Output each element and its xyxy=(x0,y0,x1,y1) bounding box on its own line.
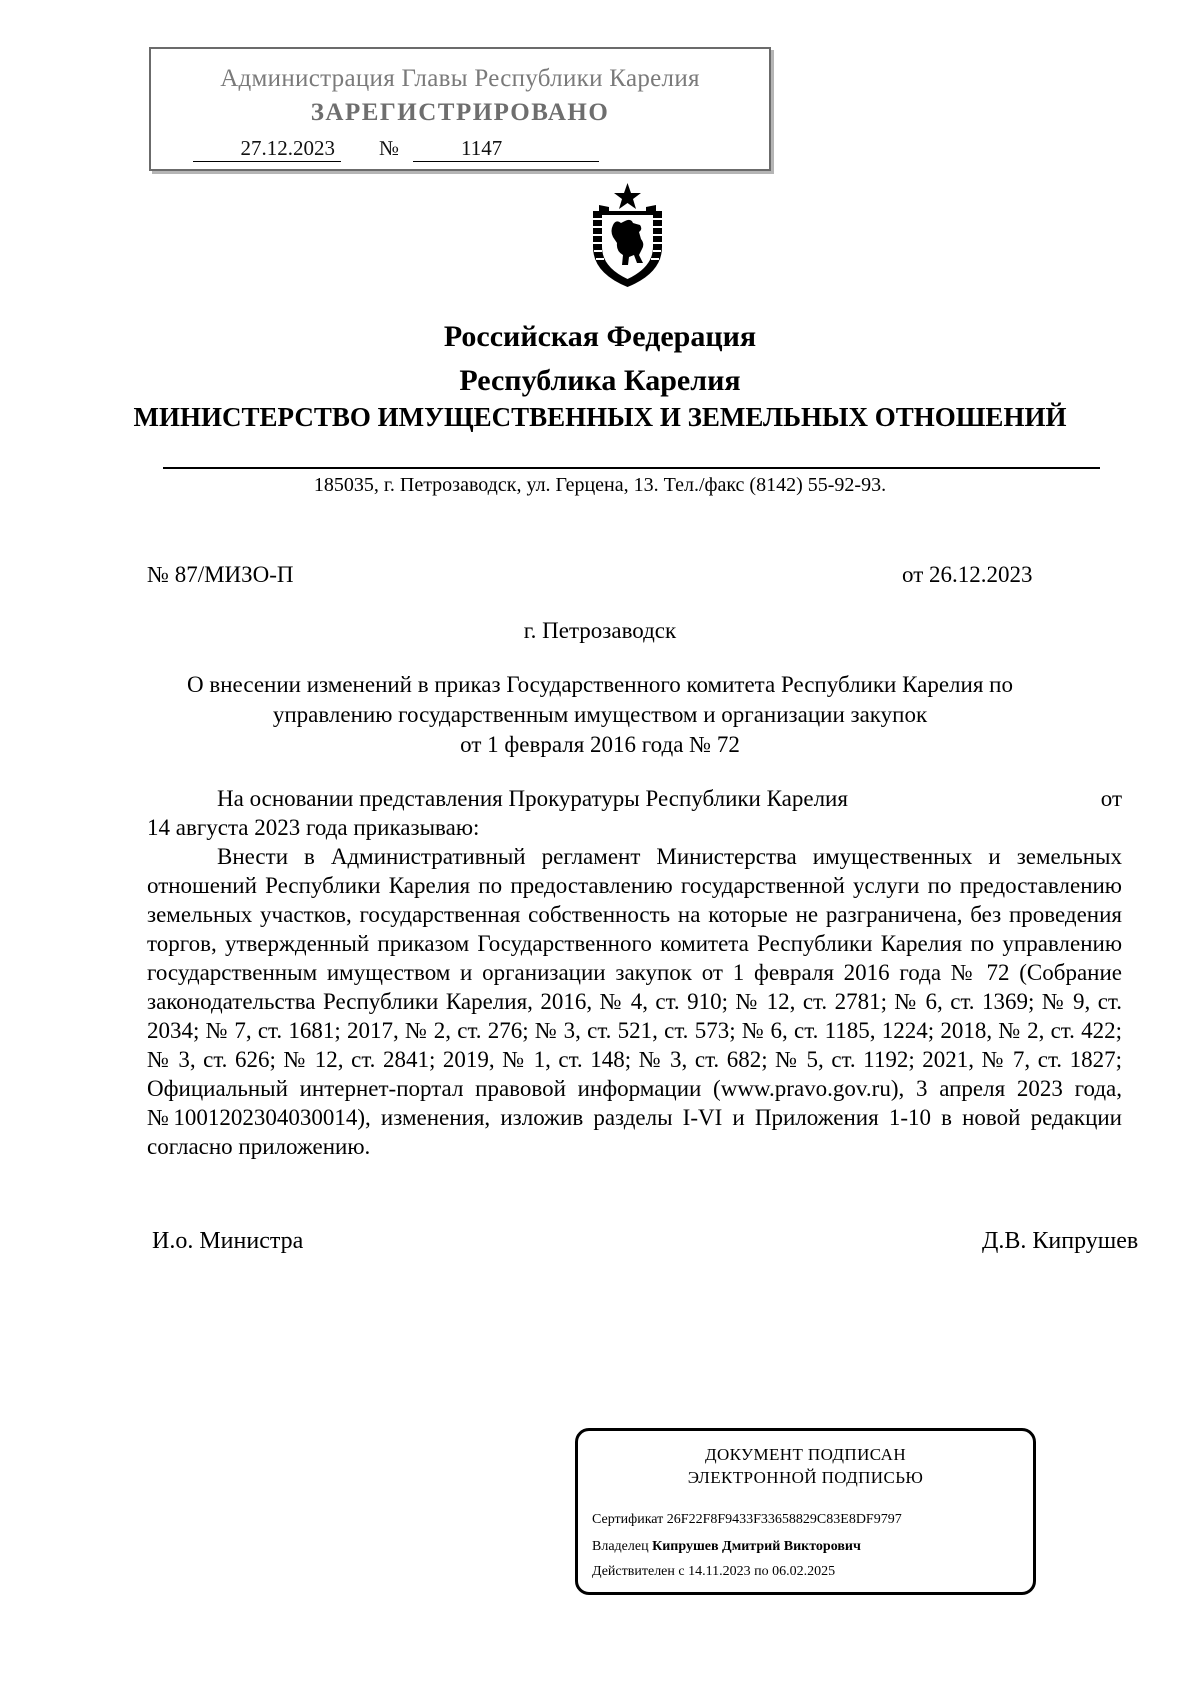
header-republic: Республика Карелия xyxy=(459,364,741,397)
registration-organization: Администрация Главы Республики Карелия xyxy=(220,65,700,92)
order-subject xyxy=(150,670,1050,760)
header-address: 185035, г. Петрозаводск, ул. Герцена, 13. Тел./факс (8142) 55-92-93. xyxy=(313,474,887,496)
basis-lead: На основании представления Прокуратуры Республики Карелия xyxy=(217,786,848,811)
registration-status: ЗАРЕГИСТРИРОВАНО xyxy=(310,99,610,126)
basis-line2: 14 августа 2023 года приказываю: xyxy=(147,815,480,840)
main-order-text: Внести в Административный регламент Министерства имущественных и земельных отношений Республики Карелия по предоставлению государственной услуги по предоставлению земельных участков, государственная собственность на которые не разграничена, без проведения торгов, утвержденный приказом Государственного комитета Республики Карелия по управлению государственным имуществом и организации закупок от 1 февраля 2016 года № 72 (Собрание законодательства Республики Карелия, 2016, № 4, ст. 910; № 12, ст. 2781; № 6, ст. 1369; № 9, ст. 2034; № 7, ст. 1681; 2017, № 2, ст. 276; № 3, ст. 521, ст. 573; № 6, ст. 1185, 1224; 2018, № 2, ст. 422; № 3, ст. 626; № 12, ст. 2841; 2019, № 1, ст. 148; № 3, ст. 682; № 5, ст. 1192; 2021, № 7, ст. 1827; Официальный интернет-портал правовой информации (www.pravo.gov.ru), 3 апреля 2023 года, №1001202304030014), изменения, изложив разделы I-VI и Приложения 1-10 в новой редакции согласно приложению. xyxy=(147,844,1122,1159)
header-country: Российская Федерация xyxy=(443,320,757,353)
esig-validity xyxy=(592,1564,835,1580)
esig-valid-to: 06.02.2025 xyxy=(772,1564,836,1579)
registration-date: 27.12.2023 xyxy=(193,136,341,162)
header-ministry: МИНИСТЕРСТВО ИМУЩЕСТВЕННЫХ И ЗЕМЕЛЬНЫХ ОТНОШЕНИЙ xyxy=(133,402,1067,432)
esig-owner-label: Владелец xyxy=(592,1539,649,1554)
esig-valid-from-word: с xyxy=(678,1564,685,1579)
esig-valid-to-word: по xyxy=(754,1564,769,1579)
esig-title-line1: ДОКУМЕНТ ПОДПИСАН xyxy=(704,1445,907,1464)
basis-tail: от xyxy=(1100,786,1122,811)
karelia-coat-of-arms-icon xyxy=(585,181,670,291)
esig-owner-value: Кипрушев Дмитрий Викторович xyxy=(652,1539,861,1554)
signatory-name: Д.В. Кипрушев xyxy=(982,1228,1139,1254)
electronic-signature-stamp xyxy=(575,1428,1036,1595)
esig-owner xyxy=(592,1539,861,1555)
registration-stamp xyxy=(149,47,771,171)
registration-number: 1147 xyxy=(413,136,599,162)
esig-cert-label: Сертификат xyxy=(592,1512,664,1527)
esig-cert-value: 26F22F8F9433F33658829C83E8DF9797 xyxy=(666,1512,902,1527)
order-number: № 87/МИЗО-П xyxy=(147,562,294,587)
esig-title-line2: ЭЛЕКТРОННОЙ ПОДПИСЬЮ xyxy=(687,1468,924,1487)
order-subject-line: управлению государственным имуществом и организации закупок xyxy=(272,702,928,727)
header-divider xyxy=(163,467,1100,469)
esig-valid-from: 14.11.2023 xyxy=(688,1564,751,1579)
order-date: от 26.12.2023 xyxy=(902,562,1033,587)
registration-number-sign: № xyxy=(379,136,400,160)
order-subject-line: от 1 февраля 2016 года № 72 xyxy=(460,732,740,757)
signatory-position: И.о. Министра xyxy=(152,1228,304,1254)
order-city: г. Петрозаводск xyxy=(523,618,677,643)
esig-certificate xyxy=(592,1512,902,1528)
order-subject-line: О внесении изменений в приказ Государственного комитета Республики Карелия по xyxy=(187,672,1013,697)
esig-valid-label: Действителен xyxy=(592,1564,675,1579)
basis-paragraph xyxy=(147,784,1122,842)
